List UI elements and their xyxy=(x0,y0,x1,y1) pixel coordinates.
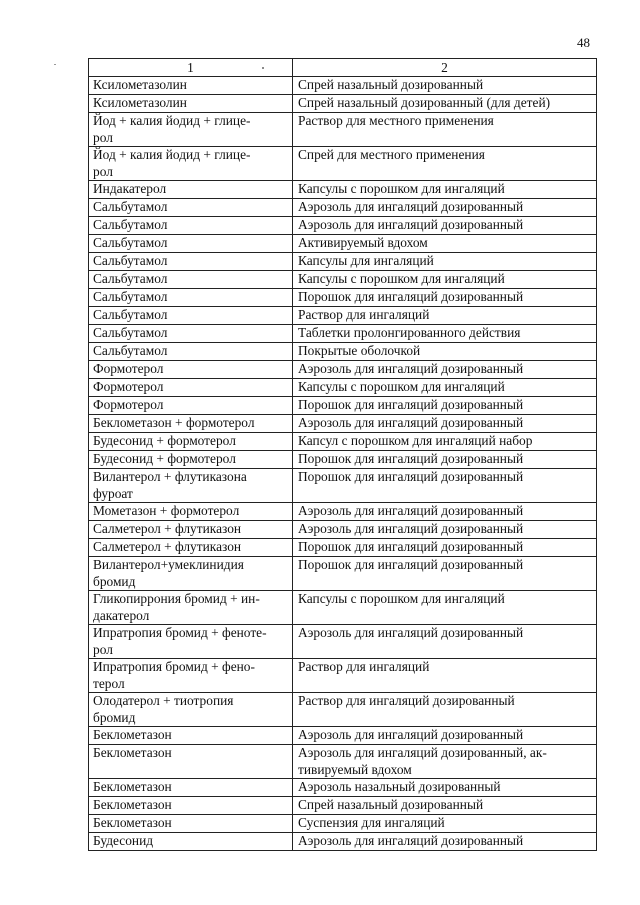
dosage-form-cell: Порошок для ингаляций дозированный xyxy=(293,539,597,557)
substance-cell: Сальбутамол xyxy=(89,235,293,253)
dosage-form-cell: Раствор для ингаляций xyxy=(293,659,597,693)
dosage-form-cell: Капсулы с порошком для ингаляций xyxy=(293,379,597,397)
dosage-form-cell: Аэрозоль для ингаляций дозированный xyxy=(293,217,597,235)
table-row xyxy=(89,815,597,833)
table-row xyxy=(89,113,597,147)
dosage-form-cell: Покрытые оболочкой xyxy=(293,343,597,361)
substance-cell: Будесонид xyxy=(89,833,293,851)
table-row xyxy=(89,503,597,521)
dosage-form-cell: Таблетки пролонгированного действия xyxy=(293,325,597,343)
substance-cell: Сальбутамол xyxy=(89,253,293,271)
substance-cell: Формотерол xyxy=(89,397,293,415)
table-row xyxy=(89,181,597,199)
dosage-form-cell: Спрей назальный дозированный xyxy=(293,77,597,95)
table-row xyxy=(89,397,597,415)
column-header-1: 1 xyxy=(89,59,293,77)
substance-cell: Сальбутамол xyxy=(89,307,293,325)
substance-cell: Вилантерол + флутиказона фуроат xyxy=(89,469,293,503)
table-row xyxy=(89,659,597,693)
table-header-row xyxy=(89,59,597,77)
table-row xyxy=(89,833,597,851)
table-row xyxy=(89,727,597,745)
table-row xyxy=(89,379,597,397)
dosage-form-cell: Аэрозоль для ингаляций дозированный xyxy=(293,503,597,521)
substance-cell: Олодатерол + тиотропия бромид xyxy=(89,693,293,727)
table-row xyxy=(89,77,597,95)
substance-cell: Ипратропия бромид + феноте- рол xyxy=(89,625,293,659)
table-row xyxy=(89,253,597,271)
dosage-form-cell: Капсулы с порошком для ингаляций xyxy=(293,181,597,199)
table-row xyxy=(89,147,597,181)
table-row xyxy=(89,307,597,325)
substance-cell: Сальбутамол xyxy=(89,325,293,343)
dosage-form-cell: Спрей для местного применения xyxy=(293,147,597,181)
dosage-form-cell: Аэрозоль для ингаляций дозированный xyxy=(293,415,597,433)
substance-cell: Будесонид + формотерол xyxy=(89,433,293,451)
substance-cell: Беклометазон xyxy=(89,797,293,815)
dosage-form-cell: Активируемый вдохом xyxy=(293,235,597,253)
substance-cell: Формотерол xyxy=(89,361,293,379)
table-row xyxy=(89,95,597,113)
dosage-form-cell: Аэрозоль для ингаляций дозированный xyxy=(293,727,597,745)
table-row xyxy=(89,199,597,217)
substance-cell: Сальбутамол xyxy=(89,271,293,289)
substance-cell: Беклометазон xyxy=(89,779,293,797)
substance-cell: Ипратропия бромид + фено- терол xyxy=(89,659,293,693)
drug-forms-table xyxy=(88,58,597,851)
table-body xyxy=(89,77,597,851)
substance-cell: Вилантерол+умеклинидия бромид xyxy=(89,557,293,591)
table-row xyxy=(89,433,597,451)
dosage-form-cell: Капсулы с порошком для ингаляций xyxy=(293,271,597,289)
table-row xyxy=(89,557,597,591)
substance-cell: Йод + калия йодид + глице- рол xyxy=(89,147,293,181)
table-row xyxy=(89,271,597,289)
table-row xyxy=(89,415,597,433)
substance-cell: Беклометазон xyxy=(89,815,293,833)
substance-cell: Сальбутамол xyxy=(89,289,293,307)
table-row xyxy=(89,539,597,557)
substance-cell: Мометазон + формотерол xyxy=(89,503,293,521)
substance-cell: Салметерол + флутиказон xyxy=(89,539,293,557)
dosage-form-cell: Раствор для ингаляций xyxy=(293,307,597,325)
substance-cell: Ксилометазолин xyxy=(89,77,293,95)
dosage-form-cell: Спрей назальный дозированный xyxy=(293,797,597,815)
dosage-form-cell: Спрей назальный дозированный (для детей) xyxy=(293,95,597,113)
table-row xyxy=(89,779,597,797)
dosage-form-cell: Порошок для ингаляций дозированный xyxy=(293,451,597,469)
table-row xyxy=(89,361,597,379)
dosage-form-cell: Аэрозоль для ингаляций дозированный xyxy=(293,361,597,379)
table-row xyxy=(89,235,597,253)
substance-cell: Сальбутамол xyxy=(89,217,293,235)
substance-cell: Беклометазон xyxy=(89,745,293,779)
dosage-form-cell: Аэрозоль назальный дозированный xyxy=(293,779,597,797)
table-row xyxy=(89,451,597,469)
dosage-form-cell: Аэрозоль для ингаляций дозированный, ак- тивируемый вдохом xyxy=(293,745,597,779)
dosage-form-cell: Суспензия для ингаляций xyxy=(293,815,597,833)
substance-cell: Индакатерол xyxy=(89,181,293,199)
dosage-form-cell: Аэрозоль для ингаляций дозированный xyxy=(293,625,597,659)
substance-cell: Беклометазон + формотерол xyxy=(89,415,293,433)
table-row xyxy=(89,217,597,235)
substance-cell: Салметерол + флутиказон xyxy=(89,521,293,539)
dosage-form-cell: Аэрозоль для ингаляций дозированный xyxy=(293,199,597,217)
table-row xyxy=(89,343,597,361)
dosage-form-cell: Капсул с порошком для ингаляций набор xyxy=(293,433,597,451)
dosage-form-cell: Порошок для ингаляций дозированный xyxy=(293,469,597,503)
table-row xyxy=(89,469,597,503)
scan-artifact xyxy=(54,64,56,65)
column-header-2: 2 xyxy=(293,59,597,77)
dosage-form-cell: Капсулы с порошком для ингаляций xyxy=(293,591,597,625)
dosage-form-cell: Раствор для местного применения xyxy=(293,113,597,147)
page-number: 48 xyxy=(577,35,590,50)
substance-cell: Сальбутамол xyxy=(89,343,293,361)
substance-cell: Сальбутамол xyxy=(89,199,293,217)
substance-cell: Беклометазон xyxy=(89,727,293,745)
table-row xyxy=(89,625,597,659)
substance-cell: Ксилометазолин xyxy=(89,95,293,113)
table-row xyxy=(89,521,597,539)
dosage-form-cell: Порошок для ингаляций дозированный xyxy=(293,397,597,415)
table-row xyxy=(89,797,597,815)
table-row xyxy=(89,693,597,727)
table-row xyxy=(89,325,597,343)
substance-cell: Йод + калия йодид + глице- рол xyxy=(89,113,293,147)
table-row xyxy=(89,289,597,307)
substance-cell: Гликопиррония бромид + ин- дакатерол xyxy=(89,591,293,625)
substance-cell: Будесонид + формотерол xyxy=(89,451,293,469)
dosage-form-cell: Капсулы для ингаляций xyxy=(293,253,597,271)
substance-cell: Формотерол xyxy=(89,379,293,397)
dosage-form-cell: Раствор для ингаляций дозированный xyxy=(293,693,597,727)
dosage-form-cell: Аэрозоль для ингаляций дозированный xyxy=(293,833,597,851)
table-row xyxy=(89,745,597,779)
dosage-form-cell: Порошок для ингаляций дозированный xyxy=(293,289,597,307)
table-row xyxy=(89,591,597,625)
dosage-form-cell: Аэрозоль для ингаляций дозированный xyxy=(293,521,597,539)
dosage-form-cell: Порошок для ингаляций дозированный xyxy=(293,557,597,591)
